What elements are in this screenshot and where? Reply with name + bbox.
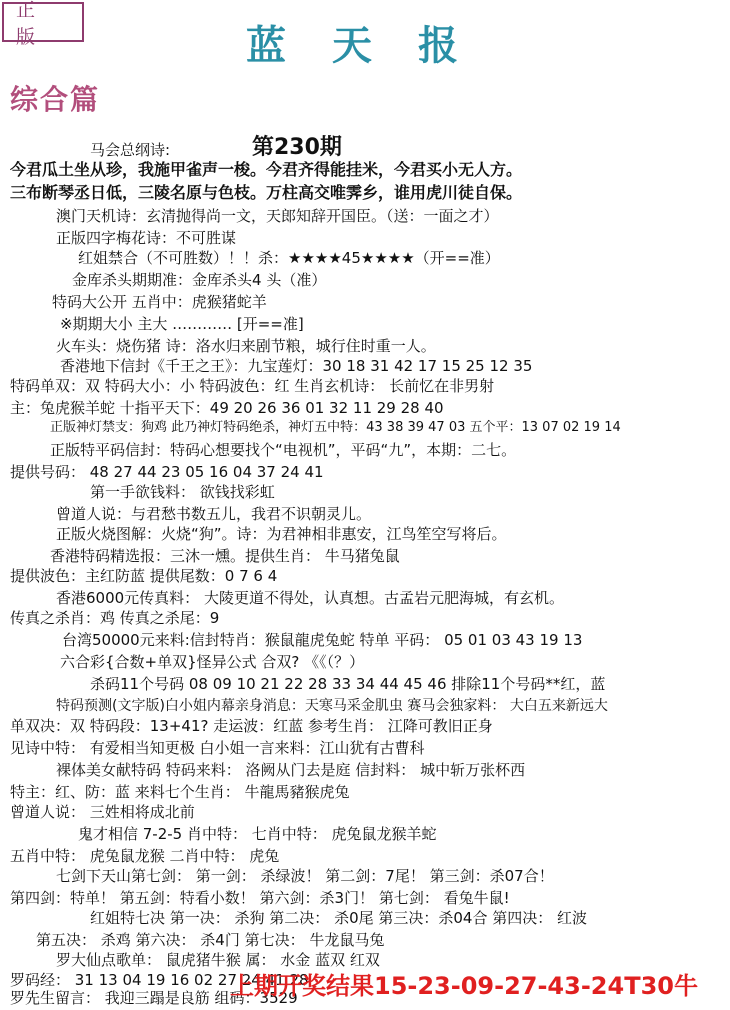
- text-line: 六合彩{合数+单双}怪异公式 合双? 《《（？）: [60, 653, 365, 671]
- text-line: 金库杀头期期准：金库杀头4 头（准）: [72, 271, 327, 289]
- text-line: 正版神灯禁支：狗鸡 此乃神灯特码绝杀，神灯五中特：43 38 39 47 03 五个平：13 07 02 19 14: [50, 420, 621, 435]
- text-line: 见诗中特： 有爱相当知更极 白小姐一言来料：江山犹有古曹科: [10, 739, 425, 757]
- text-line: 正版火烧图解：火烧“狗”。诗：为君神相非惠安，江鸟笙空写将后。: [56, 525, 507, 543]
- text-line: 主：兔虎猴羊蛇 十指平天下：49 20 26 36 01 32 11 29 28 40: [10, 399, 444, 417]
- text-line: 传真之杀肖：鸡 传真之杀尾：9: [10, 609, 220, 627]
- text-line: 曾道人说： 三姓相将成北前: [10, 803, 195, 821]
- text-line: 今君瓜土坐从珍，我施甲雀声一梭。今君齐得能挂米，今君买小无人方。: [10, 160, 523, 179]
- paper-title: 蓝天报: [246, 22, 504, 69]
- text-line: 香港特码精选报：三沐一燻。提供生肖： 牛马猪兔鼠: [50, 547, 400, 565]
- text-line: 提供号码： 48 27 44 23 05 16 04 37 24 41: [10, 463, 324, 481]
- text-line: 第四剑：特单！ 第五剑：特看小数！ 第六剑：杀3门！ 第七剑： 看兔牛鼠!: [10, 889, 510, 907]
- text-line: 鬼才相信 7-2-5 肖中特： 七肖中特： 虎兔鼠龙猴羊蛇: [78, 825, 437, 843]
- text-line: 正版特平码信封：特码心想要找个“电视机”，平码“九”，本期：二七。: [50, 441, 517, 459]
- section-title: 综合篇: [10, 83, 101, 116]
- text-line: 罗先生留言： 我迎三蹋是良筋 组码：3529: [10, 989, 298, 1007]
- text-line: 三布断琴丞日低，三陵名原与色枝。万柱高交唯霁乡，谁用虎川徒自保。: [10, 183, 523, 202]
- text-line: 火车头：烧伤猪 诗：洛水归来剧节粮，城行住时重一人。: [56, 337, 436, 355]
- text-line: 特码单双：双 特码大小：小 特码波色：红 生肖玄机诗： 长前忆在非男射: [10, 377, 495, 395]
- text-line: 杀码11个号码 08 09 10 21 22 28 33 34 44 45 46 排除11个号码**红，蓝: [90, 675, 606, 693]
- text-line: 香港6000元传真料： 大陵更道不得处，认真想。古孟岩元肥海城，有玄机。: [56, 589, 564, 607]
- text-line: 红姐禁合（不可胜数）！！杀：★★★★45★★★★（开==准）: [78, 249, 500, 267]
- text-line: 提供波色：主红防蓝 提供尾数：0 7 6 4: [10, 567, 278, 585]
- text-line: 罗大仙点歌单： 鼠虎猪牛猴 属： 水金 蓝双 红双: [56, 951, 380, 969]
- text-line: 香港地下信封《千王之王》：九宝莲灯：30 18 31 42 17 15 25 12 35: [60, 357, 533, 375]
- text-line: 正版四字梅花诗：不可胜谋: [56, 229, 237, 247]
- text-line: 裸体美女献特码 特码来料： 洛阙从门去是庭 信封料： 城中斩万张杯西: [56, 761, 526, 779]
- text-line: 澳门天机诗：玄清抛得尚一文，天郎知辞开国臣。（送：一面之才）: [56, 207, 499, 225]
- text-line: 第一手欲钱料： 欲钱找彩虹: [90, 483, 275, 501]
- text-line: 曾道人说：与君愁书数五儿，我君不识朝灵儿。: [56, 505, 372, 523]
- text-line: 五肖中特： 虎兔鼠龙猴 二肖中特： 虎兔: [10, 847, 280, 865]
- issue-number: 第230期: [252, 135, 342, 160]
- text-line: 七剑下天山第七剑： 第一剑： 杀绿波！ 第二剑：7尾！ 第三剑：杀07合！: [56, 867, 554, 885]
- genuine-badge: 正版: [2, 2, 84, 42]
- text-line: 第五决： 杀鸡 第六决： 杀4门 第七决： 牛龙鼠马兔: [36, 931, 385, 949]
- text-line: 特码大公开 五肖中：虎猴猪蛇羊: [52, 293, 267, 311]
- text-line: 特码预测(文字版)白小姐内幕亲身消息：天寒马采金肌虫 赛马会独家料： 大白五来新远大: [56, 698, 608, 714]
- text-line: 马会总纲诗:: [90, 141, 171, 159]
- text-line: 台湾50000元来料:信封特肖：猴鼠龍虎兔蛇 特单 平码： 05 01 03 43 19 13: [62, 631, 583, 649]
- text-line: 红姐特七决 第一决： 杀狗 第二决： 杀0尾 第三决：杀04合 第四决： 红波: [90, 909, 588, 927]
- text-line: 特主：红、防：蓝 来料七个生肖： 牛龍馬豬猴虎兔: [10, 783, 350, 801]
- text-line: ※期期大小 主大 ………… [开==准]: [60, 315, 304, 333]
- text-line: 单双决：双 特码段：13+41? 走运波：红蓝 参考生肖： 江降可教旧正身: [10, 717, 493, 735]
- text-line: 罗码经： 31 13 04 19 16 02 27 24 41 28: [10, 971, 309, 989]
- last-draw-result: 上期开奖结果15-23-09-27-43-24T30牛: [230, 972, 698, 1000]
